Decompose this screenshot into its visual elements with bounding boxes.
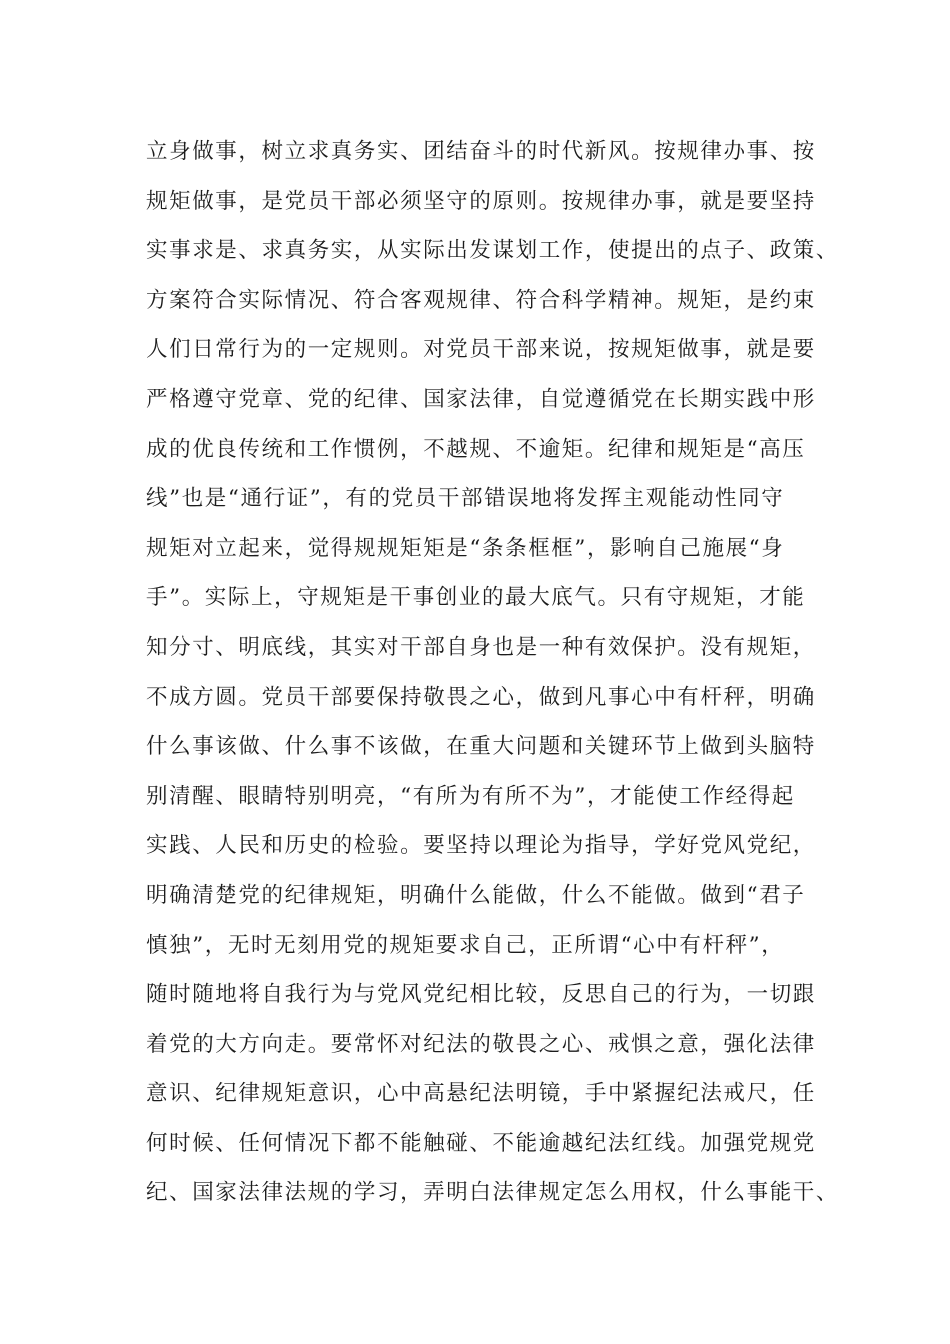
- text-line: 纪、国家法律法规的学习，弄明白法律规定怎么用权，什么事能干、: [146, 1180, 840, 1206]
- body-paragraph: [146, 134, 840, 1225]
- text-line: 什么事该做、什么事不该做，在重大问题和关键环节上做到头脑特: [146, 734, 816, 760]
- text-line: 规矩做事，是党员干部必须坚守的原则。按规律办事，就是要坚持: [146, 188, 816, 214]
- text-line: 方案符合实际情况、符合客观规律、符合科学精神。规矩，是约束: [146, 287, 816, 313]
- text-line: 规矩对立起来，觉得规规矩矩是“条条框框”，影响自己施展“身: [146, 535, 785, 561]
- text-line: 意识、纪律规矩意识，心中高悬纪法明镜，手中紧握纪法戒尺，任: [146, 1081, 816, 1107]
- text-line: 慎独”，无时无刻用党的规矩要求自己，正所谓“心中有杆秤”，: [146, 932, 785, 958]
- text-line: 知分寸、明底线，其实对干部自身也是一种有效保护。没有规矩，: [146, 634, 816, 660]
- text-line: 严格遵守党章、党的纪律、国家法律，自觉遵循党在长期实践中形: [146, 386, 816, 412]
- text-line: 线”也是“通行证”，有的党员干部错误地将发挥主观能动性同守: [146, 486, 785, 512]
- text-line: 实事求是、求真务实，从实际出发谋划工作，使提出的点子、政策、: [146, 238, 840, 264]
- text-line: 何时候、任何情况下都不能触碰、不能逾越纪法红线。加强党规党: [146, 1130, 816, 1156]
- text-line: 成的优良传统和工作惯例，不越规、不逾矩。纪律和规矩是“高压: [146, 436, 806, 462]
- text-line: 手”。实际上，守规矩是干事创业的最大底气。只有守规矩，才能: [146, 585, 806, 611]
- text-line: 别清醒、眼睛特别明亮，“有所为有所不为”，才能使工作经得起: [146, 783, 795, 809]
- text-line: 明确清楚党的纪律规矩，明确什么能做，什么不能做。做到“君子: [146, 882, 806, 908]
- text-line: 立身做事，树立求真务实、团结奋斗的时代新风。按规律办事、按: [146, 139, 816, 164]
- text-line: 不成方圆。党员干部要保持敬畏之心，做到凡事心中有杆秤，明确: [146, 684, 816, 710]
- text-line: 随时随地将自我行为与党风党纪相比较，反思自己的行为，一切跟: [146, 982, 816, 1008]
- text-line: 着党的大方向走。要常怀对纪法的敬畏之心、戒惧之意，强化法律: [146, 1031, 816, 1057]
- text-line: 人们日常行为的一定规则。对党员干部来说，按规矩做事，就是要: [146, 337, 816, 363]
- text-line: 实践、人民和历史的检验。要坚持以理论为指导，学好党风党纪，: [146, 833, 816, 859]
